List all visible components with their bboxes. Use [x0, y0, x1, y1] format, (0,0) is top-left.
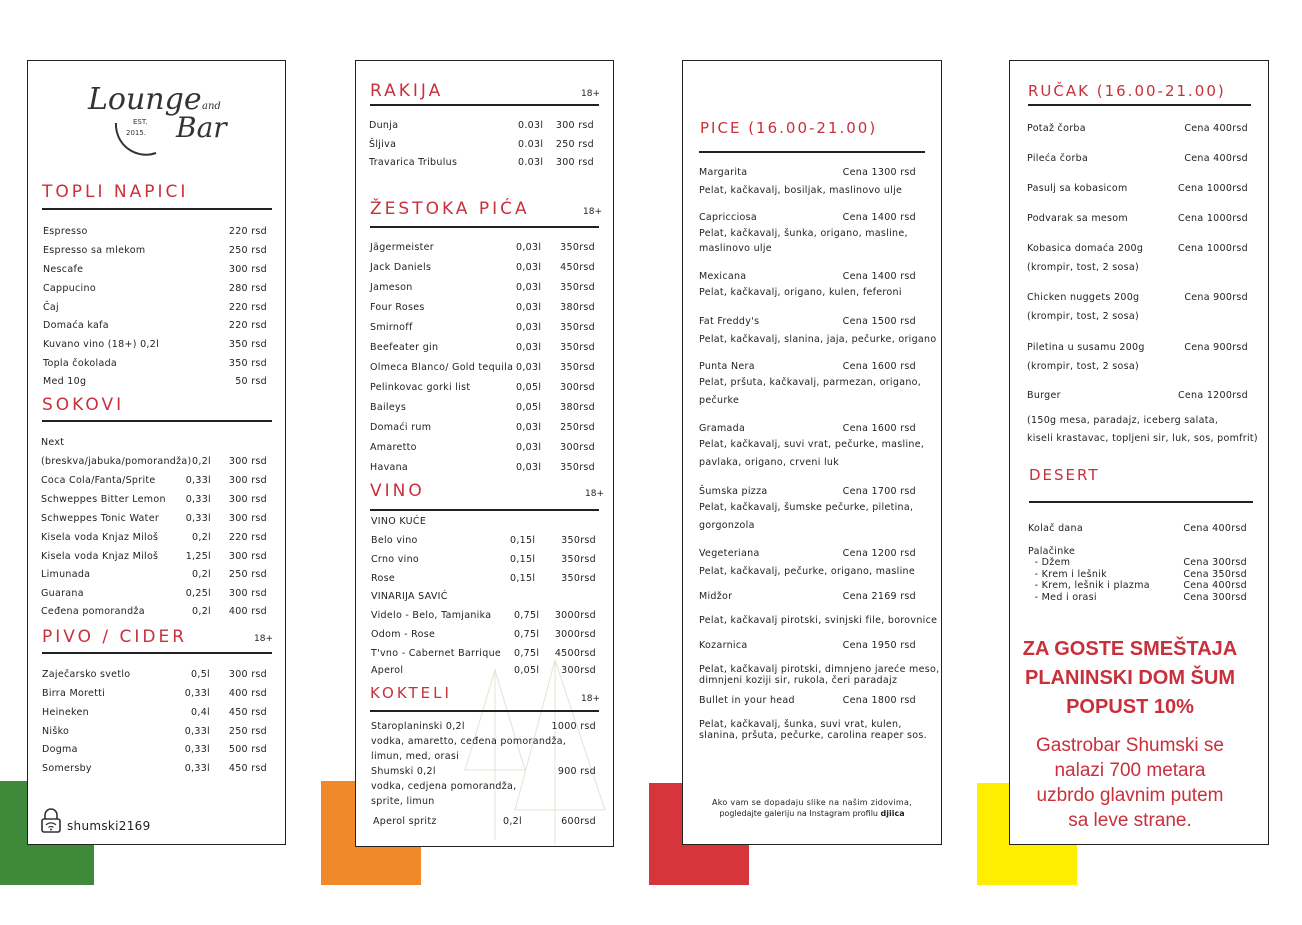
menu-item-price: 350rsd	[560, 462, 595, 473]
logo-lounge: Lounge	[88, 82, 202, 117]
menu-item-name: Piletina u susamu 200g	[1027, 342, 1145, 353]
menu-item-price: 300 rsd	[228, 475, 267, 486]
location-note: sa leve strane.	[1068, 810, 1192, 831]
menu-item-volume: 0,03l	[516, 302, 542, 313]
pizza-price: Cena 1600 rsd	[842, 423, 916, 434]
cocktail-price: 600rsd	[561, 816, 596, 827]
pizza-name: Gramada	[699, 423, 746, 434]
menu-item-price: 300 rsd	[228, 456, 267, 467]
logo-year: 2015.	[126, 129, 147, 137]
menu-item-name: Niško	[42, 726, 70, 737]
menu-item-volume: 0,03l	[516, 462, 542, 473]
pizza-price: Cena 1950 rsd	[842, 640, 916, 651]
menu-item-volume: 0,15l	[510, 535, 536, 546]
pizza-desc: Pelat, kačkavalj, pečurke, origano, masline	[699, 566, 915, 577]
footer-text: Ako vam se dopadaju slike na našim zidovima,	[711, 798, 913, 807]
menu-item-volume: 0,05l	[514, 665, 540, 676]
menu-item-price: 280 rsd	[228, 283, 267, 294]
menu-item-price: 350rsd	[561, 554, 596, 565]
menu-item-volume: 0,03l	[516, 242, 542, 253]
pizza-price: Cena 1600 rsd	[842, 361, 916, 372]
pizza-price: Cena 1300 rsd	[842, 167, 916, 178]
menu-item-price: 350rsd	[560, 362, 595, 373]
cocktail-desc: sprite, limun	[371, 796, 435, 807]
menu-item-price: 450rsd	[560, 262, 595, 273]
section-title-kokteli: KOKTELI	[370, 684, 452, 702]
menu-item-name: Espresso	[43, 226, 88, 237]
menu-item-volume: 0,05l	[516, 382, 542, 393]
menu-item-name: Topla čokolada	[43, 358, 118, 369]
pizza-desc: pečurke	[699, 395, 740, 406]
section-title-pivo: PIVO / CIDER	[42, 627, 188, 647]
menu-item-price: 250 rsd	[228, 726, 267, 737]
menu-item-price: 380rsd	[560, 302, 595, 313]
menu-item-name: Pileća čorba	[1027, 153, 1089, 164]
pizza-desc: Pelat, kačkavalj pirotski, dimnjeno jareće meso,	[699, 664, 940, 675]
menu-item-name: Schweppes Bitter Lemon	[41, 494, 166, 505]
menu-item-volume: 0,75l	[514, 648, 540, 659]
menu-item-price: Cena 300rsd	[1183, 557, 1247, 568]
menu-item-name: Dogma	[42, 744, 78, 755]
pizza-desc: Pelat, pršuta, kačkavalj, parmezan, origano,	[699, 377, 922, 388]
menu-item-name: Med 10g	[43, 376, 87, 387]
menu-item-volume: 0.03l	[518, 157, 544, 168]
menu-item-name: Kolač dana	[1028, 523, 1083, 534]
menu-item-volume: 0,33l	[184, 763, 210, 774]
pizza-price: Cena 2169 rsd	[842, 591, 916, 602]
pizza-desc: Pelat, kačkavalj, šunka, origano, masline,	[699, 228, 908, 239]
promo-line: PLANINSKI DOM ŠUM	[1025, 667, 1235, 689]
menu-item-name: Pelinkovac gorki list	[370, 382, 471, 393]
menu-item-price: 400 rsd	[228, 606, 267, 617]
menu-item-volume: 0,33l	[184, 744, 210, 755]
pizza-name: Šumska pizza	[699, 486, 768, 497]
menu-item-name: Burger	[1027, 390, 1061, 401]
menu-item-name: - Džem	[1028, 557, 1071, 568]
menu-item-name: Kisela voda Knjaz Miloš	[41, 532, 159, 543]
menu-item-name: Odom - Rose	[371, 629, 436, 640]
menu-item-name: Beefeater gin	[370, 342, 439, 353]
cocktail-desc: vodka, cedjena pomorandža,	[371, 781, 517, 792]
menu-item-volume: 0,03l	[516, 442, 542, 453]
menu-item-name: Espresso sa mlekom	[43, 245, 146, 256]
location-note: uzbrdo glavnim putem	[1036, 785, 1224, 806]
pizza-desc: gorgonzola	[699, 520, 755, 531]
age-badge: 18+	[581, 694, 600, 704]
pizza-desc: slanina, pršuta, pečurke, carolina reaper sos.	[699, 730, 927, 741]
menu-item-name: kiseli krastavac, topljeni sir, luk, sos, pomfrit)	[1027, 433, 1258, 444]
menu-item-name: Olmeca Blanco/ Gold tequila	[370, 362, 514, 373]
section-title-pice: PICE (16.00-21.00)	[700, 119, 878, 137]
menu-item-name: Belo vino	[371, 535, 418, 546]
menu-item-name: (krompir, tost, 2 sosa)	[1027, 262, 1140, 273]
menu-item-volume: 0,03l	[516, 362, 542, 373]
menu-item-price: 350rsd	[561, 573, 596, 584]
wifi-password: shumski2169	[67, 819, 151, 833]
menu-item-price: 300rsd	[561, 665, 596, 676]
menu-item-name: Pasulj sa kobasicom	[1027, 183, 1128, 194]
subsection-vinarija: VINARIJA SAVIĆ	[371, 591, 448, 602]
divider	[42, 420, 272, 422]
section-title-zestoka: ŽESTOKA PIĆA	[370, 199, 530, 219]
logo-bar: Bar	[176, 111, 227, 144]
section-title-vino: VINO	[370, 481, 425, 501]
menu-item-name: Amaretto	[370, 442, 417, 453]
menu-item-name: Zaječarsko svetlo	[42, 669, 131, 680]
divider	[42, 208, 272, 210]
subsection-vino-kuce: VINO KUĆE	[371, 516, 427, 527]
menu-item-volume: 0.03l	[518, 139, 544, 150]
menu-item-volume: 0,33l	[184, 726, 210, 737]
divider	[370, 509, 599, 511]
pizza-name: Vegeteriana	[699, 548, 760, 559]
menu-item-price: 4500rsd	[554, 648, 596, 659]
menu-item-name: Nescafe	[43, 264, 84, 275]
menu-item-price: Cena 350rsd	[1183, 569, 1247, 580]
menu-item-volume: 0.03l	[518, 120, 544, 131]
menu-item-price: 450 rsd	[228, 763, 267, 774]
pizza-desc: Pelat, kačkavalj, bosiljak, maslinovo ulje	[699, 185, 903, 196]
logo-est: EST.	[133, 118, 148, 126]
menu-item-price: Cena 400rsd	[1184, 123, 1248, 134]
menu-item-name: Limunada	[41, 569, 91, 580]
menu-item-name: Jack Daniels	[370, 262, 432, 273]
menu-item-price: Cena 400rsd	[1183, 580, 1247, 591]
menu-item-name: Čaj	[43, 302, 59, 313]
menu-item-price: Cena 400rsd	[1184, 153, 1248, 164]
menu-item-price: 300rsd	[560, 382, 595, 393]
menu-item-price: 380rsd	[560, 402, 595, 413]
menu-item-name: Birra Moretti	[42, 688, 106, 699]
menu-item-volume: 0,33l	[185, 513, 211, 524]
menu-item-price: 350rsd	[561, 535, 596, 546]
pizza-price: Cena 1400 rsd	[842, 212, 916, 223]
menu-item-volume: 0,4l	[191, 707, 210, 718]
menu-item-name: Kobasica domaća 200g	[1027, 243, 1144, 254]
pizza-name: Margarita	[699, 167, 748, 178]
menu-item-volume: 1,25l	[185, 551, 211, 562]
menu-item-name: Travarica Tribulus	[369, 157, 458, 168]
pizza-price: Cena 1700 rsd	[842, 486, 916, 497]
menu-item-volume: 0,15l	[510, 573, 536, 584]
divider	[370, 710, 599, 712]
menu-item-name: Cappucino	[43, 283, 96, 294]
menu-item-price: 350 rsd	[228, 339, 267, 350]
menu-item-name: (krompir, tost, 2 sosa)	[1027, 311, 1140, 322]
pizza-price: Cena 1500 rsd	[842, 316, 916, 327]
menu-item-price: 450 rsd	[228, 707, 267, 718]
menu-item-name: Somersby	[42, 763, 92, 774]
menu-item-price: 300 rsd	[228, 669, 267, 680]
menu-item-volume: 0,2l	[192, 532, 211, 543]
menu-item-name: Ceđena pomorandža	[41, 606, 145, 617]
menu-item-price: 220 rsd	[228, 320, 267, 331]
cocktail-name: Aperol spritz	[373, 816, 437, 827]
menu-item-volume: 0,03l	[516, 282, 542, 293]
menu-item-price: 220 rsd	[228, 226, 267, 237]
menu-item-price: 220 rsd	[228, 302, 267, 313]
divider	[1028, 104, 1251, 106]
age-badge: 18+	[254, 634, 273, 644]
divider	[370, 104, 599, 106]
cocktail-volume: 0,2l	[503, 816, 522, 827]
menu-item-volume: 0,75l	[514, 629, 540, 640]
pizza-price: Cena 1200 rsd	[842, 548, 916, 559]
pizza-name: Midžor	[699, 591, 733, 602]
menu-item-price: Cena 1200rsd	[1177, 390, 1248, 401]
divider	[1029, 501, 1253, 503]
cocktail-name: Staroplaninski 0,2l	[371, 721, 465, 732]
promo-line: ZA GOSTE SMEŠTAJA	[1022, 638, 1238, 660]
menu-item-volume: 0,03l	[516, 422, 542, 433]
menu-item-volume: 0,05l	[516, 402, 542, 413]
menu-item-price: 250 rsd	[228, 245, 267, 256]
menu-item-price: Cena 400rsd	[1183, 523, 1247, 534]
footer-text: pogledajte galeriju na Instagram profilu	[719, 809, 878, 818]
age-badge: 18+	[581, 89, 600, 99]
menu-item-price: 220 rsd	[228, 532, 267, 543]
footer-line	[682, 809, 942, 819]
pizza-name: Punta Nera	[699, 361, 755, 372]
menu-item-name: (krompir, tost, 2 sosa)	[1027, 361, 1140, 372]
lounge-bar-logo	[80, 75, 240, 163]
pizza-desc: Pelat, kačkavalj, slanina, jaja, pečurke, origano	[699, 334, 937, 345]
menu-item-name: Rose	[371, 573, 395, 584]
menu-item-volume: 0,15l	[510, 554, 536, 565]
age-badge: 18+	[583, 207, 602, 217]
menu-item-name: Jameson	[370, 282, 413, 293]
menu-item-name: (breskva/jabuka/pomorandža)	[41, 456, 192, 467]
menu-item-volume: 0,03l	[516, 262, 542, 273]
pizza-name: Mexicana	[699, 271, 747, 282]
menu-item-name: Dunja	[369, 120, 399, 131]
pizza-desc: Pelat, kačkavalj, suvi vrat, pečurke, masline,	[699, 439, 925, 450]
menu-item-price: 500 rsd	[228, 744, 267, 755]
menu-item-price: 3000rsd	[554, 610, 596, 621]
menu-item-price: Cena 1000rsd	[1177, 213, 1248, 224]
menu-item-name: Four Roses	[370, 302, 425, 313]
pizza-desc: Pelat, kačkavalj, šumske pečurke, piletina,	[699, 502, 914, 513]
menu-item-volume: 0,33l	[185, 494, 211, 505]
menu-item-price: Cena 300rsd	[1183, 592, 1247, 603]
pizza-name: Capricciosa	[699, 212, 757, 223]
menu-item-name: Havana	[370, 462, 409, 473]
cocktail-price: 1000 rsd	[551, 721, 596, 732]
instagram-handle[interactable]: djiica	[880, 809, 905, 818]
menu-item-name: Baileys	[370, 402, 407, 413]
menu-item-name: (150g mesa, paradajz, iceberg salata,	[1027, 415, 1219, 426]
menu-item-price: 250 rsd	[555, 139, 594, 150]
menu-item-price: 400 rsd	[228, 688, 267, 699]
section-title-rucak: RUČAK (16.00-21.00)	[1028, 82, 1226, 100]
menu-item-price: 300 rsd	[228, 494, 267, 505]
pizza-name: Bullet in your head	[699, 695, 795, 706]
menu-item-price: 350rsd	[560, 282, 595, 293]
section-title-rakija: RAKIJA	[370, 81, 444, 101]
pizza-desc: pavlaka, origano, crveni luk	[699, 457, 840, 468]
menu-item-volume: 0,75l	[514, 610, 540, 621]
menu-item-name: Domaća kafa	[43, 320, 109, 331]
menu-item-name: Chicken nuggets 200g	[1027, 292, 1140, 303]
menu-item-price: Cena 1000rsd	[1177, 183, 1248, 194]
menu-item-name: Domaći rum	[370, 422, 432, 433]
section-title-desert: DESERT	[1029, 466, 1100, 484]
menu-item-name: Jägermeister	[370, 242, 434, 253]
location-note: nalazi 700 metara	[1054, 760, 1206, 781]
menu-item-price: 350rsd	[560, 242, 595, 253]
divider	[699, 151, 925, 153]
menu-item-price: 250rsd	[560, 422, 595, 433]
divider	[370, 226, 599, 228]
menu-item-price: 300 rsd	[555, 157, 594, 168]
menu-item-price: 300 rsd	[228, 588, 267, 599]
pizza-desc: Pelat, kačkavalj, origano, kulen, feferoni	[699, 287, 902, 298]
menu-item-name: Guarana	[41, 588, 84, 599]
menu-item-volume: 0,2l	[192, 569, 211, 580]
menu-item-name: Crno vino	[371, 554, 420, 565]
menu-item-price: 350rsd	[560, 322, 595, 333]
menu-item-name: - Krem, lešnik i plazma	[1028, 580, 1150, 591]
section-title-sokovi: SOKOVI	[42, 395, 125, 415]
pizza-name: Kozarnica	[699, 640, 748, 651]
age-badge: 18+	[585, 489, 604, 499]
menu-item-price: Cena 900rsd	[1184, 342, 1248, 353]
menu-item-name: Coca Cola/Fanta/Sprite	[41, 475, 156, 486]
menu-item-name: Videlo - Belo, Tamjanika	[371, 610, 492, 621]
menu-item-volume: 0,5l	[191, 669, 210, 680]
menu-item-name: Podvarak sa mesom	[1027, 213, 1128, 224]
menu-item-price: 300 rsd	[228, 513, 267, 524]
menu-item-price: 300rsd	[560, 442, 595, 453]
menu-item-price: 300 rsd	[555, 120, 594, 131]
pizza-desc: maslinovo ulje	[699, 243, 772, 254]
menu-item-price: 250 rsd	[228, 569, 267, 580]
menu-item-name: Heineken	[42, 707, 89, 718]
pizza-desc: dimnjeni koziji sir, rukola, čeri paradajz	[699, 675, 898, 686]
pizza-desc: Pelat, kačkavalj pirotski, svinjski file, borovnice	[699, 615, 938, 626]
menu-item-price: Cena 1000rsd	[1177, 243, 1248, 254]
menu-item-price: Cena 900rsd	[1184, 292, 1248, 303]
menu-item-volume: 0,2l	[192, 456, 211, 467]
pizza-price: Cena 1400 rsd	[842, 271, 916, 282]
pizza-price: Cena 1800 rsd	[842, 695, 916, 706]
menu-item-name: Smirnoff	[370, 322, 413, 333]
menu-item-volume: 0,33l	[184, 688, 210, 699]
pizza-name: Fat Freddy's	[699, 316, 760, 327]
menu-item-volume: 0,03l	[516, 342, 542, 353]
cocktail-price: 900 rsd	[557, 766, 596, 777]
menu-item-price: 50 rsd	[235, 376, 267, 387]
menu-item-name: Kisela voda Knjaz Miloš	[41, 551, 159, 562]
menu-item-name: Potaž čorba	[1027, 123, 1086, 134]
menu-item-name: Šljiva	[369, 139, 397, 150]
menu-item-volume: 0,03l	[516, 322, 542, 333]
section-title-topli: TOPLI NAPICI	[42, 182, 189, 202]
menu-item-name: Next	[41, 437, 65, 448]
menu-item-price: 300 rsd	[228, 551, 267, 562]
menu-item-name: - Med i orasi	[1028, 592, 1097, 603]
cocktail-desc: vodka, amaretto, ceđena pomorandža,	[371, 736, 567, 747]
menu-item-volume: 0,33l	[185, 475, 211, 486]
menu-item-price: 350rsd	[560, 342, 595, 353]
menu-item-name: Palačinke	[1028, 546, 1076, 557]
location-note: Gastrobar Shumski se	[1036, 735, 1224, 756]
menu-item-price: 3000rsd	[554, 629, 596, 640]
menu-item-name: Aperol	[371, 665, 404, 676]
menu-item-volume: 0,25l	[185, 588, 211, 599]
cocktail-desc: limun, med, orasi	[371, 751, 460, 762]
menu-item-name: Kuvano vino (18+) 0,2l	[43, 339, 160, 350]
wifi-lock-icon	[40, 808, 62, 834]
menu-item-name: T'vno - Cabernet Barrique	[371, 648, 502, 659]
pizza-desc: Pelat, kačkavalj, šunka, suvi vrat, kulen,	[699, 719, 902, 730]
menu-item-volume: 0,2l	[192, 606, 211, 617]
promo-line: POPUST 10%	[1066, 696, 1194, 718]
menu-item-name: Schweppes Tonic Water	[41, 513, 160, 524]
logo-and: and	[202, 101, 221, 112]
menu-item-price: 350 rsd	[228, 358, 267, 369]
divider	[42, 652, 272, 654]
menu-item-price: 300 rsd	[228, 264, 267, 275]
cocktail-name: Shumski 0,2l	[371, 766, 436, 777]
menu-item-name: - Krem i lešnik	[1028, 569, 1107, 580]
